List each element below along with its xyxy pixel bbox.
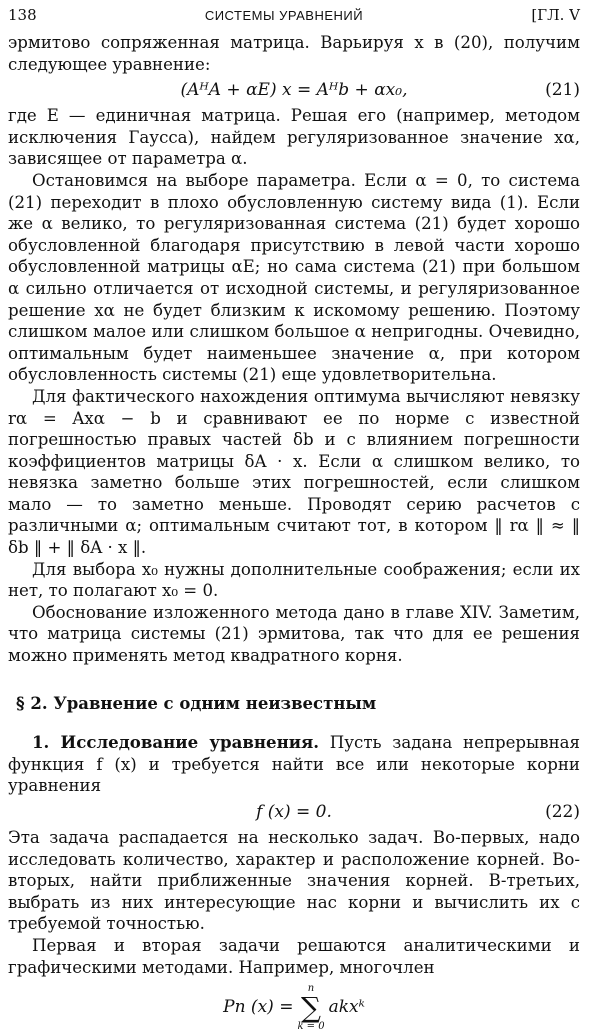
page-header (8, 6, 580, 32)
body-text (8, 32, 580, 1032)
paragraph: Первая и вторая задачи решаются аналитическими и графическими методами. Например, многочлен (8, 935, 580, 977)
polynomial-lhs: Pn (x) = (223, 997, 294, 1018)
subsection-text: Пусть задана непрерывная функция f (x) и требуется найти все или некоторые корни уравнения (8, 733, 580, 796)
polynomial-rhs: akxᵏ (328, 997, 365, 1018)
chapter-label: [ГЛ. V (531, 6, 580, 24)
paragraph: Для выбора x₀ нужны дополнительные соображения; если их нет, то полагают x₀ = 0. (8, 559, 580, 601)
equation-number: (22) (545, 802, 580, 822)
paragraph: Эта задача распадается на несколько задач. Во-первых, надо исследовать количество, характер и расположение корней. Во-вторых, найти приближенные значения корней. В-третьих, выбрать из них интересующие нас корни и вычислить их с требуемой точностью. (8, 828, 580, 934)
sigma-icon: ∑ (301, 991, 322, 1025)
equation-expression: (AᴴA + αE) x = Aᴴb + αx₀, (180, 80, 408, 101)
subsection-paragraph (8, 732, 580, 797)
page-number: 138 (8, 6, 37, 24)
subsection-heading: 1. Исследование уравнения. (32, 732, 320, 753)
equation-expression: f (x) = 0. (256, 802, 332, 822)
sum-upper-limit: n (307, 983, 315, 995)
paragraph: Обоснование изложенного метода дано в главе XIV. Заметим, что матрица системы (21) эрмитова, так что для ее решения можно применять метод квадратного корня. (8, 602, 580, 666)
equation-21 (8, 77, 580, 103)
equation-22 (8, 799, 580, 825)
sum-lower-limit: k = 0 (297, 1021, 325, 1032)
polynomial-equation (8, 984, 580, 1032)
section-heading: § 2. Уравнение с одним неизвестным (16, 693, 377, 713)
equation-number: (21) (545, 80, 580, 101)
paragraph: где E — единичная матрица. Решая его (например, методом исключения Гаусса), найдем регуляризованное значение xα, зависящее от параметра α. (8, 106, 580, 169)
running-title: СИСТЕМЫ УРАВНЕНИЙ (204, 8, 364, 23)
paragraph: Остановимся на выборе параметра. Если α = 0, то система (21) переходит в плохо обусловленную систему вида (1). Если же α велико, то регуляризованная система (21) будет хорошо обусловленной благодаря присутствию в левой части хорошо обусловленной матрицы αE; но сама система (21) при большом α сильно отличается от исходной системы, и регуляризованное решение xα не будет близким к искомому решению. Поэтому слишком малое или слишком большое α непригодны. Очевидно, оптимальным будет наименьшее значение α, при котором обусловленность системы (21) еще удовлетворительна. (8, 170, 580, 385)
paragraph: Для фактического нахождения оптимума вычисляют невязку rα = Axα − b и сравнивают ее по норме с известной погрешностью правых частей δb и с влиянием погрешности коэффициентов матрицы δA · x. Если α слишком велико, то невязка заметно больше этих погрешностей, если слишком мало — то заметно меньше. Проводят серию расчетов с различными α; оптимальным считают тот, в котором ‖ rα ‖ ≈ ‖ δb ‖ + ‖ δA · x ‖. (8, 386, 580, 558)
summation (297, 984, 324, 1032)
paragraph: эрмитово сопряженная матрица. Варьируя x в (20), получим следующее уравнение: (8, 33, 580, 74)
